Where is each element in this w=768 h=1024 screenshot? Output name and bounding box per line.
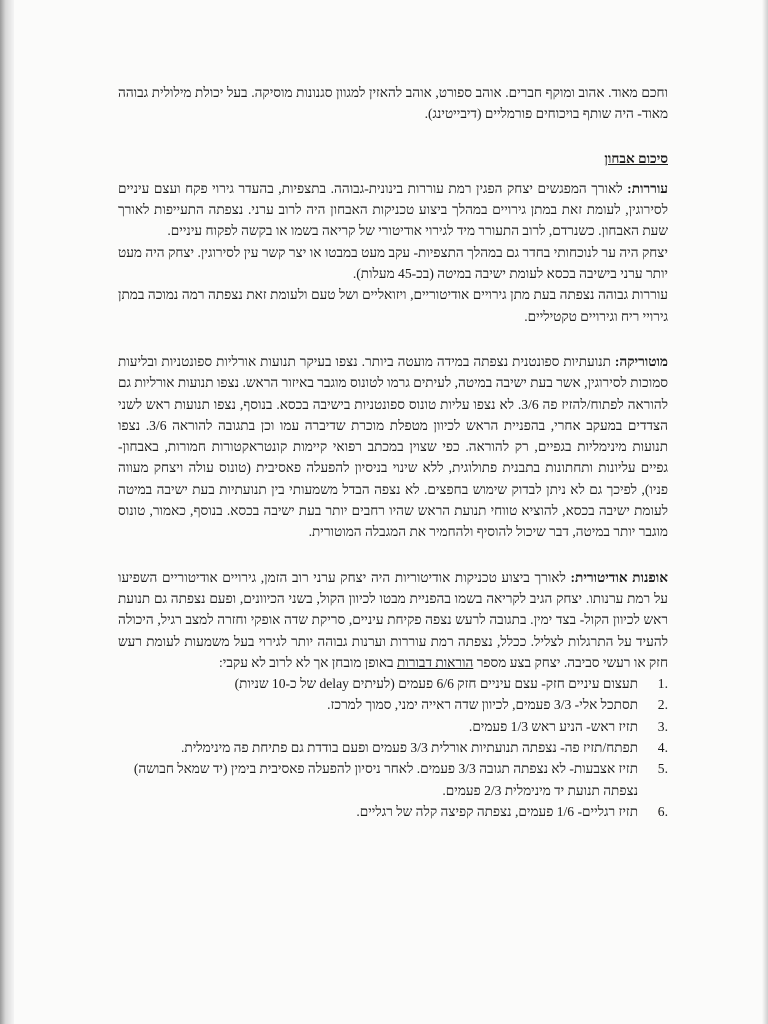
arousal-label: עוררות: (627, 180, 668, 196)
auditory-text-after: באופן מובחן אך לא לרוב לא עקבי: (219, 654, 394, 670)
auditory-label: אופנות אודיטורית: (570, 569, 668, 585)
list-item-number: .6 (657, 803, 668, 819)
list-item (118, 673, 668, 694)
list-item (118, 737, 668, 758)
scan-shadow-left (0, 0, 14, 1024)
arousal-text-3: עוררות גבוהה נצפתה בעת מתן גירויים אודיטוריים, ויזואליים ושל טעם ולעומת זאת נצפתה רמה נמוכה במתן גירויי ריח וגירויים טקטיליים. (118, 287, 668, 324)
intro-paragraph (118, 82, 668, 125)
list-item-text: תפתח/תזיז פה- נצפתה תנועתיות אורלית 3/3 פעמים ופעם בודדת גם פתיחת פה מינימלית. (181, 740, 638, 756)
list-item (118, 694, 668, 715)
auditory-paragraph (118, 567, 668, 673)
list-item-number: .1 (657, 676, 668, 692)
motor-paragraph (118, 351, 668, 543)
list-item-number: .4 (657, 740, 668, 756)
list-item-text: תעצום עיניים חזק- עצם עיניים חזק 6/6 פעמים (לעיתים delay של כ-10 שניות) (234, 676, 638, 692)
motor-section (118, 351, 668, 543)
arousal-text-1: לאורך המפגשים יצחק הפגין רמת עוררות בינונית-גבוהה. בתצפיות, בהעדר גירוי פקח ועצם עיניים לסירוגין, לעומת זאת במתן גירויים במהלך ביצוע טכניקות האבחון היה לרוב ערני. נצפתה התעייפות לאורך שעת האבחון. כשנרדם, לרוב התעורר מיד לגירוי אודיטורי של קריאה בשמו או בקשה לפקוח עיניים. (118, 180, 668, 239)
arousal-paragraph-3 (118, 284, 668, 327)
auditory-text-before: לאורך ביצוע טכניקות אודיטוריות היה יצחק ערני רוב הזמן, גירויים אודיטוריים השפיעו על רמת ערנותו. יצחק הגיב לקריאה בשמו בהפניית מבטו לכיוון הקול, בשני הכיוונים, ופעם נצפתה גם תנועת ראש לכיוון הקול- בצד ימין. בתגובה לרעש נצפה פקיחת עיניים, סריקת שדה אופקי וחזרה למצב רגיל, היכולה להעיד על התרגלות לצליל. ככלל, נצפתה רמת עוררות וערנות גבוהה יותר לגירוי בעל משמעות לעומת רעש חזק או רעשי סביבה. יצחק בצע מספר (118, 569, 668, 670)
list-item-text: תזיז רגליים- 1/6 פעמים, נצפתה קפיצה קלה של רגליים. (356, 803, 638, 819)
intro-text: וחכם מאוד. אהוב ומוקף חברים. אוהב ספורט, אוהב להאזין למגוון סגנונות מוסיקה. בעל יכולת מילולית גבוהה מאוד- היה שותף בויכוחים פורמליים (דיבייטינג). (118, 85, 668, 122)
list-item (118, 758, 668, 801)
document-body (118, 82, 668, 822)
summary-heading-text: סיכום אבחון (604, 150, 668, 166)
arousal-paragraph-1 (118, 178, 668, 242)
scan-shadow-right (762, 0, 768, 1024)
list-item (118, 716, 668, 737)
auditory-section (118, 567, 668, 823)
list-item-text: תסתכל אלי- 3/3 פעמים, לכיוון שדה ראייה ימני, סמוך למרכז. (327, 697, 638, 713)
motor-label: מוטוריקה: (614, 353, 668, 369)
instructions-list (118, 673, 668, 822)
list-item-text: תזיז אצבעות- לא נצפתה תגובה 3/3 פעמים. לאחר ניסיון להפעלה פאסיבית בימין (יד שמאל חבושה) נצפתה תנועת יד מינימלית 2/3 פעמים. (133, 761, 638, 798)
motor-text: תנועתיות ספונטנית נצפתה במידה מועטה ביותר. נצפו בעיקר תנועות אורליות ספונטניות ובליעות סמוכות לסירוגין, אשר בעת ישיבה במיטה, לעיתים גרמו לטונוס מוגבר באיזור הראש. נצפו תנועות אורליות גם להוראה לפתוח/להזיז פה 3/6. לא נצפו עליות טונוס ספונטניות בישיבה בכסא. בנוסף, נצפו תנועות ראש לשני הצדדים במעקב אחרי, בהפניית הראש לכיוון מטפלת מוכרת שדיברה עמו וכן בתגובה להוראה 3/6. נצפו תנועות מינימליות בגפיים, רק להוראה. כפי שצוין במכתב רפואי קיימות קונטראקטורות חמורות, באבחון- גפיים עליונות ותחתונות בתבנית פתולוגית, ללא שינוי בניסיון להפעלה פאסיבית (טונוס עולה ויצחק מעווה פניו), לפיכך גם לא ניתן לבדוק שימוש בחפצים. לא נצפה הבדל משמעותי בין תנועתיות בעת ישיבה במיטה לעומת ישיבה בכסא, להוציא טווחי תנועת הראש שהיו רחבים יותר בעת ישיבה בכסא. בנוסף, כאמור, טונוס מוגבר יותר במיטה, דבר שיכול להוסיף ולהחמיר את המגבלה המוטורית. (118, 353, 668, 540)
arousal-paragraph-2 (118, 242, 668, 285)
list-item-number: .3 (657, 718, 668, 734)
list-item-number: .5 (657, 761, 668, 777)
list-item-number: .2 (657, 697, 668, 713)
spoken-instructions-underlined: הוראות דבורות (397, 654, 474, 670)
arousal-section (118, 178, 668, 327)
list-item (118, 801, 668, 822)
arousal-text-2: יצחק היה ער לנוכחותי בחדר גם במהלך התצפיות- עקב מעט במבטו או יצר קשר עין לסירוגין. יצחק היה מעט יותר ערני בישיבה בכסא לעומת ישיבה במיטה (בכ-45 מעלות). (118, 244, 668, 282)
list-item-text: תזיז ראש- הניע ראש 1/3 פעמים. (468, 718, 638, 734)
summary-heading (118, 148, 668, 169)
